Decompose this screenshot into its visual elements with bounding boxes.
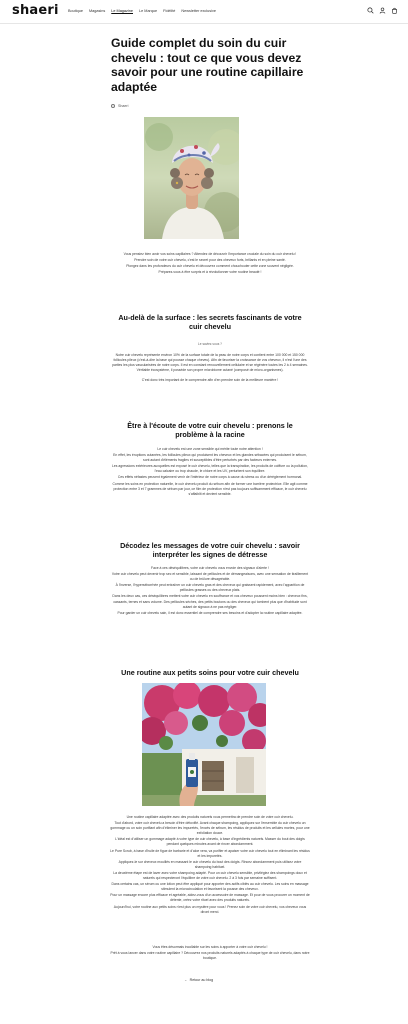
section-paragraph: Une routine capillaire adaptée avec des produits naturels vous permettra de prendre soin de votre cuir chevelu. <box>126 815 294 819</box>
section-paragraph: Le Pure Scrub, à base d'huile de figue de barbarie et d'aloe vera, va purifier et apaiser votre cuir chevelu tout en éliminant les résidus et les impuretés. <box>110 848 310 858</box>
nav-item-le-marque[interactable]: Le Marque <box>139 9 158 13</box>
section-paragraph: Dans certains cas, un sérum ou une lotion peut être appliqué pour apporter des actifs ciblés au cuir chevelu. Les soins en massage stimulent la microcirculation et favorisent la pousse des cheveux. <box>111 882 309 892</box>
section-paragraph: L'idéal est d'utiliser un gommage adapté à votre type de cuir chevelu, à base d'ingrédients naturels. Masser du bout des doigts pendant quelques minutes avant de rincer abondamment. <box>115 837 305 847</box>
article-image-product <box>142 683 266 806</box>
nav-item-le-magazine[interactable]: Le Magazine <box>111 9 133 13</box>
article-header <box>111 36 307 108</box>
section-paragraph: Tout d'abord, votre cuir chevelu a besoin d'être détoxifié. Avant chaque shampoing, appliquez sur l'ensemble du cuir chevelu un gommage ou un soin purifiant afin d'éliminer les impuretés, l'excès de sébum, les résidus de produits et les cellules mortes, pour une exfoliation douce. <box>110 821 310 836</box>
author-name: Shaeri <box>118 104 129 109</box>
section-paragraph: Le cuir chevelu est une zone sensible qui mérite toute notre attention ! <box>157 447 263 451</box>
section-paragraph: Face à ces déséquilibres, votre cuir chevelu vous envoie des signaux d'alerte ! <box>151 566 269 570</box>
closing-block <box>110 945 310 961</box>
account-icon[interactable] <box>379 7 386 14</box>
article-title: Guide complet du soin du cuir chevelu : tout ce que vous devez savoir pour une routine capillaire adaptée <box>111 36 304 94</box>
search-icon[interactable] <box>367 7 374 14</box>
article-image-woman <box>144 117 239 239</box>
author-icon <box>111 104 115 108</box>
site-header <box>0 0 408 24</box>
section-paragraph: C'est donc très important de le comprendre afin d'en prendre soin de la meilleure manière ! <box>141 378 279 383</box>
section-paragraph: Notre cuir chevelu représente environ 10% de la surface totale de la peau de notre corps et contient entre 100 000 et 150 000 follicules pileux (c'est-à-dire la base qui pousse chaque cheveu). Afin de favoriser la croissance de vos cheveux, il n'est l'une des parties les plus vascularisées de notre corps. Il est en constant renouvellement cellulaire et se régénère toutes les 2 à 4 semaines. Véritable écosystème, il possède son propre microbiome cutané (composé de micro-organismes). <box>112 353 308 373</box>
section-paragraph: Appliquez-le sur cheveux mouillés en massant le cuir chevelu du bout des doigts. Rincez abondamment puis utilisez votre shampoing habituel. <box>118 859 302 869</box>
nav-item-newsletter[interactable]: Newsletter exclusive <box>181 9 217 13</box>
section-1-body <box>110 342 310 384</box>
intro-paragraph: Plongez dans les profondeurs du cuir chevelu et découvrez comment chouchouter cette zone souvent négligée. <box>126 264 294 269</box>
section-paragraph: En effet, les éruptions cutanées, les follicules pileux qui produisent les cheveux et les glandes sébacées qui produisent le sébum, sont autant d'éléments fragiles et susceptibles d'être perturbés par des facteurs externes. <box>113 453 307 463</box>
intro-paragraph: Vous pensiez bien avoir vos soins capillaires ? Attendez de découvrir l'importance cruciale du soin du cuir chevelu ! <box>123 252 297 256</box>
main-nav <box>68 9 216 13</box>
site-logo[interactable]: shaeri <box>12 3 59 18</box>
section-4-body <box>110 815 310 915</box>
section-paragraph: Les agressions extérieures auxquelles est exposé le cuir chevelu, telles que la transpiration, les produits de coiffure ou la pollution, l'eau calcaire ou trop chaude, le chlore et les UV, perturbent son équilibre. <box>112 464 308 474</box>
section-heading: Au-delà de la surface : les secrets fascinants de votre cuir chevelu <box>118 313 302 331</box>
header-icons <box>367 7 398 14</box>
intro-block <box>110 252 310 275</box>
closing-paragraph: Prêt à vous lancer dans votre routine capillaire ? Découvrez nos produits naturels adaptés à chaque type de cuir chevelu, dans notre boutique. <box>110 951 310 961</box>
intro-paragraph: Préparez-vous à être surpris et à révolutionner votre routine beauté ! <box>158 270 262 275</box>
section-paragraph: Dans les deux cas, ces déséquilibres mettent votre cuir chevelu en souffrance et vos cheveux poussent moins bien : cheveux fins, cassants, ternes et sans volume. Des pellicules sèches, des petits boutons ou des cheveux qui tombent plus que d'habitude sont autant de signaux à ne pas négliger. <box>112 594 308 609</box>
section-paragraph: Comme les soins en protection naturelle, le cuir chevelu produit du sébum afin de former une barrière protectrice. Elle agit comme protection entre 3 et 7 grammes de sébum par jour, ce film de protection n'est pas toujours suffisamment efficace, le cuir chevelu s'affaiblit et devient sensible. <box>112 481 308 496</box>
intro-paragraph: Prendre soin de votre cuir chevelu, c'est le secret pour des cheveux forts, brillants et en pleine santé. <box>134 258 286 263</box>
section-paragraph: Aujourd'hui, votre routine aux petits soins n'est plus un mystère pour vous ! Prenez soin de votre cuir chevelu, vos cheveux vous diront merci. <box>113 904 307 914</box>
section-paragraph: La deuxième étape est de laver avec votre shampoing adapté. Pour un cuir chevelu sensible, privilégiez des shampoings doux et naturels qui respecteront l'équilibre de votre cuir chevelu. 2 à 3 fois par semaine suffisent. <box>113 870 307 881</box>
section-heading: Être à l'écoute de votre cuir chevelu : prenons le problème à la racine <box>127 421 293 439</box>
section-paragraph: Votre cuir chevelu peut devenir trop sec et sensible, laissant de pellicules et de démangeaisons, avec une sensation de tiraillement ou de brûlure désagréable. <box>111 572 309 582</box>
nav-item-boutique[interactable]: Boutique <box>68 9 83 13</box>
section-3-body <box>110 566 310 616</box>
back-to-blog-link[interactable] <box>184 978 213 982</box>
nav-item-fidelite[interactable]: Fidélité <box>163 9 176 13</box>
cart-icon[interactable] <box>391 7 398 14</box>
article-author <box>111 104 307 108</box>
nav-item-magasins[interactable]: Magasins <box>89 9 106 13</box>
section-paragraph: À l'inverse, l'hyperséborrhée peut entraîner un cuir chevelu gras et des cheveux qui graissent rapidement, avec l'apparition de pellicules grasses ou des cheveux plats. <box>115 583 305 593</box>
section-heading: Décodez les messages de votre cuir chevelu : savoir interpréter les signes de détresse <box>120 541 300 559</box>
section-paragraph: Pour garder un cuir chevelu sain, il est donc essentiel de comprendre ses besoins et d'adopter la routine capillaire adaptée. <box>117 610 303 615</box>
section-paragraph: Pour un massage encore plus efficace et agréable, aidez-vous d'un accessoire de massage. Et pour de vous procurer un moment de détente, créez votre rituel avec des produits naturels. <box>110 893 310 903</box>
section-heading: Une routine aux petits soins pour votre cuir chevelu <box>121 668 299 677</box>
section-paragraph: Ces effets néfastes peuvent également venir de l'intérieur de notre corps à cause du stress ou d'un dérèglement hormonal. <box>117 475 303 480</box>
arrow-left-icon: ← <box>184 978 188 982</box>
closing-paragraph: Vous êtes désormais incollable sur les soins à apporter à votre cuir chevelu ! <box>152 945 268 949</box>
back-link-label: Retour au blog <box>189 978 214 982</box>
section-kicker: Le saviez-vous ? <box>198 342 222 346</box>
section-2-body <box>110 447 310 497</box>
